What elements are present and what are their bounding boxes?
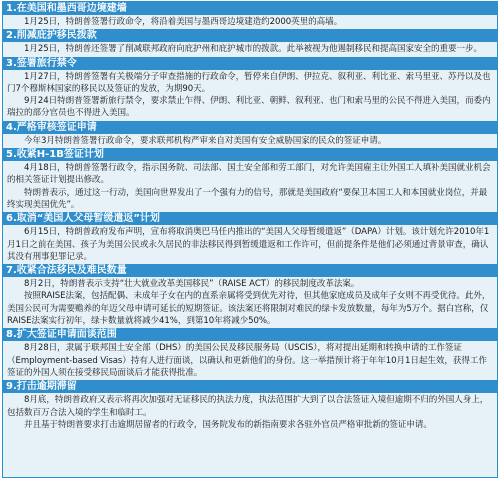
section-travel-ban <box>3 57 497 121</box>
section-border-wall <box>3 2 497 29</box>
section-title: 4.严格审核签证申请 <box>3 121 497 134</box>
section-visa-review <box>3 121 497 148</box>
section-body <box>3 70 497 121</box>
section-overstay <box>3 380 497 432</box>
section-title: 1.在美国和墨西哥边境建墙 <box>3 2 497 15</box>
paragraph: 8月28日，隶属于联邦国土安全部（DHS）的美国公民及移民服务局（USCIS），将对提出延期和转换申请的工作签证（Employment-based Visas）持有人进行面谈，以确认和更新他们的身份。这一举措预计将于年年10月1日起生效，获得工作签证的外国人须在接受移民局面谈后才能获得批准。 <box>7 343 487 378</box>
section-title: 8.扩大签证申请面谈范围 <box>3 328 497 341</box>
section-body <box>3 161 497 212</box>
section-title: 9.打击逾期滞留 <box>3 380 497 393</box>
section-title: 7.收紧合法移民及难民数量 <box>3 264 497 277</box>
section-title: 3.签署旅行禁令 <box>3 57 497 70</box>
section-body <box>3 15 497 29</box>
paragraph: 6月15日，特朗普政府发布声明，宣布将取消奥巴马任内推出的“美国人父母暂缓遣返”（DAPA）计划。该计划允许2010年1月1日之前在美国、孩子为美国公民或永久居民的非法移民得到暂缓遣返和工作许可，但前提条件是他们必须通过背景审查，确认其没有刑事犯罪记录。 <box>7 227 490 262</box>
section-dapa <box>3 212 497 264</box>
paragraph: 1月25日，特朗普签署行政命令，将沿着美国与墨西哥边境建造约2000英里的高墙。 <box>24 17 343 27</box>
policy-list-panel <box>2 1 498 478</box>
section-body <box>3 341 497 380</box>
paragraph: 9月24日特朗普签署新旅行禁令，要求禁止乍得、伊朗、利比亚、朝鲜、叙利亚、也门和索马里的公民不得进入美国，而委内瑞拉的部分官员也不得进入美国。 <box>7 96 491 119</box>
paragraph: 8月底，特朗普政府又表示将再次加强对无证移民的执法力度，执法范围扩大到了以合法签证入境但逾期不归的外国人身上，包括数百万合法入境的学生和临时工。 <box>7 395 489 418</box>
section-interviews <box>3 328 497 380</box>
section-body <box>3 225 497 264</box>
paragraph: 8月2日，特朗普表示支持“壮大就业改革美国移民”（RAISE ACT）的移民制度改革法案。 <box>24 279 360 290</box>
section-title: 6.取消“美国人父母暂缓遣返”计划 <box>3 212 497 225</box>
paragraph: 4月18日，特朗普签署行政令，指示国务院、司法部、国土安全部和劳工部门，对允许美国雇主让外国工人填补美国就业机会的相关签证计划提出修改。 <box>7 163 491 186</box>
section-title: 5.收紧H-1B签证计划 <box>3 148 497 161</box>
paragraph: 1月25日，特朗普还签署了削减联邦政府向庇护州和庇护城市的拨款。此举被视为他遏制移民和提高国家安全的重要一步。 <box>24 44 482 55</box>
section-raise-act <box>3 264 497 328</box>
paragraph: 特朗普表示，通过这一行动，美国向世界发出了一个强有力的信号，那就是美国政府“要保卫本国工人和本国就业岗位，并最终实现美国优先”。 <box>7 187 488 210</box>
section-sanctuary-funding <box>3 29 497 56</box>
section-body <box>3 42 497 56</box>
paragraph: 并且基于特朗普要求打击逾期居留者的行政令，国务院发布的新指南要求各驻外官员严格审批新的签证申请。 <box>24 419 432 430</box>
paragraph: 1月27日，特朗普签署有关极端分子审查措施的行政命令，暂停来自伊朗、伊拉克、叙利亚、利比亚、索马里亚、苏丹以及也门7个穆斯林国家的移民以及签证的发放，为期90天。 <box>7 71 491 94</box>
paragraph: 按照RAISE法案，包括配偶、未成年子女在内的直系亲属将受到优先对待，但其他家庭成员及成年子女则不再受优待。此外，美国公民可为需要赡养的年迈父母申请可延长的短期签证。该法案还将限制对难民的绿卡发放数量，每年为5万个。据白宫称，仅RAISE法案实行初年，绿卡数量就将减少41%，到第10年将减少50%。 <box>7 291 491 327</box>
section-body <box>3 134 497 148</box>
section-title: 2.削减庇护移民拨款 <box>3 29 497 42</box>
section-body <box>3 393 497 432</box>
section-h1b <box>3 148 497 212</box>
section-body <box>3 277 497 328</box>
paragraph: 今年3月特朗普签署行政命令，要求联邦机构严审来自对美国有安全威胁国家的民众的签证申请。 <box>24 135 387 146</box>
